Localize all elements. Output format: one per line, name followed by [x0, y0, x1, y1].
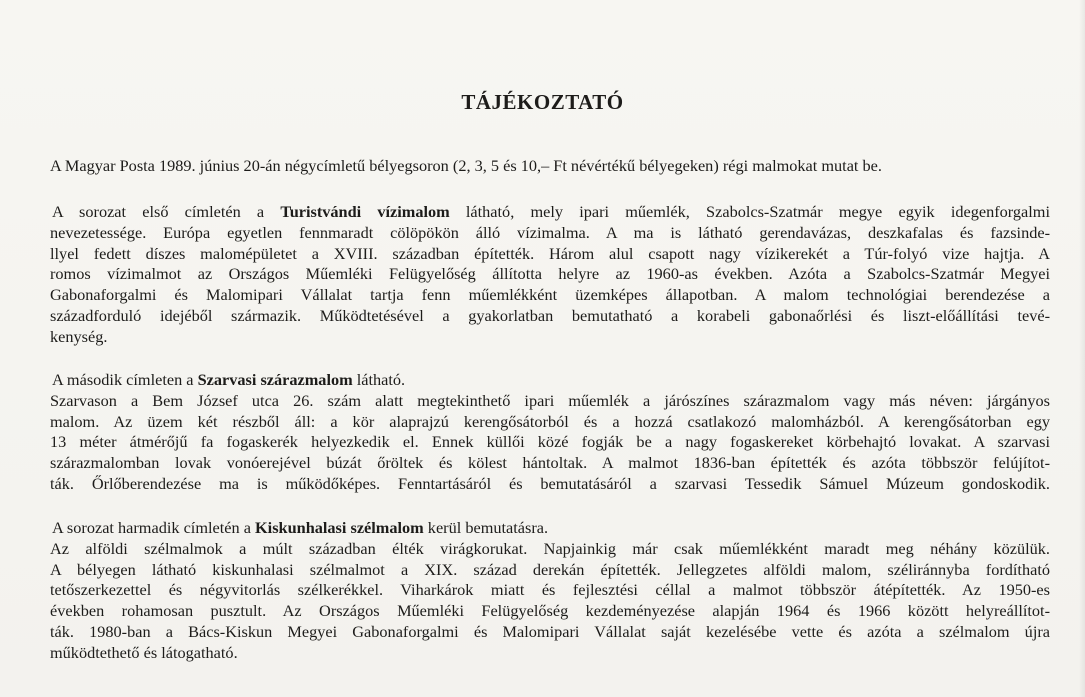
paragraph-line: ták. 1980-ban a Bács-Kiskun Megyei Gabonaforgalmi és Malomipari Vállalat saját kezelésébe vette és azóta a szélmalom újra	[50, 621, 1050, 641]
paragraph-line: Szarvason a Bem József utca 26. szám alatt megtekinthető ipari műemlék a járószínes szárazmalom vagy más néven: járgányos	[50, 390, 1050, 410]
intro-line: A Magyar Posta 1989. június 20-án négycímletű bélyegsoron (2, 3, 5 és 10,– Ft névértékű bélyegeken) régi malmokat mutat be.	[50, 156, 882, 175]
intro-paragraph	[50, 156, 1050, 177]
paragraph-line: A bélyegen látható kiskunhalasi szélmalmot a XIX. század derekán építették. Jellegzetes alföldi malom, széliránnyba fordítható	[50, 559, 1050, 579]
paragraph-text: A sorozat első címletén a	[52, 202, 281, 221]
paragraph-line: ták. Őrlőberendezése ma is működőképes. Fenntartásáról és bemutatásáról a szarvasi Tessedik Sámuel Múzeum gondoskodik.	[50, 473, 1050, 493]
paragraph-line: években rohamosan pusztult. Az Országos Műemléki Felügyelőség kezdeményezése alapján 1964 és 1966 között helyreállítot-	[50, 601, 1050, 621]
paragraph-text: A második címleten a	[52, 370, 198, 389]
paragraph-line: malom. Az üzem két részből áll: a kör alaprajzú kerengősátorból és a hozzá csatlakozó malomházból. A kerengősátorban egy	[50, 411, 1050, 431]
paragraph-szarvasi	[50, 370, 1050, 495]
paragraph-line: llyel fedett díszes malomépületet a XVIII. században építették. Három alul csapott nagy vízikerekét a Túr-folyó vize hajtja. A	[50, 243, 1050, 263]
paragraph-line: tetőszerkezettel és négyvitorlás szélkerékkel. Viharkárok miatt és fejlesztési céllal a malmot többször átépítették. Az 1950-es	[50, 580, 1050, 600]
mill-name-turistvandi: Turistvándi vízimalom	[280, 202, 450, 221]
paragraph-line: Gabonaforgalmi és Malomipari Vállalat tartja fenn műemlékként üzemképes állapotban. A malom technológiai berendezése a	[50, 285, 1050, 305]
paragraph-text: látható, mely ipari műemlék, Szabolcs-Szatmár megye egyik idegenforgalmi	[449, 202, 1050, 221]
paragraph-line: kenység.	[50, 326, 108, 346]
mill-name-szarvasi: Szarvasi szárazmalom	[197, 370, 353, 389]
paragraph-line	[50, 202, 1050, 223]
mill-name-kiskunhalasi: Kiskunhalasi szélmalom	[255, 518, 424, 537]
paragraph-line: századforduló idejéből származik. Működtetésével a gyakorlatban bemutatható a korabeli gabonaőrlési és liszt-előállítási tevé-	[50, 305, 1050, 325]
paragraph-line: romos vízimalmot az Országos Műemléki Felügyelőség állította helyre az 1960-as években. Azóta a Szabolcs-Szatmár Megyei	[50, 264, 1050, 284]
paragraph-text: látható.	[352, 370, 406, 389]
page-title: TÁJÉKOZTATÓ	[461, 90, 624, 114]
paragraph-line: Az alföldi szélmalmok a múlt században élték virágkorukat. Napjainkig már csak műemlékként maradt meg néhány közülük.	[50, 538, 1050, 558]
paragraph-line: 13 méter átmérőjű fa fogaskerék helyezkedik el. Ennek küllői közé fogják be a nagy fogaskereket körbehajtó lovakat. A szarvasi	[50, 432, 1050, 452]
paragraph-line	[50, 518, 1050, 539]
paragraph-kiskunhalasi	[50, 518, 1050, 664]
paragraph-text: A sorozat harmadik címletén a	[52, 518, 255, 537]
paragraph-turistvandi	[50, 202, 1050, 348]
paragraph-line	[50, 370, 1050, 391]
paragraph-line: szárazmalomban lovak vonóerejével búzát őröltek és kölest hántoltak. A malmot 1836-ban építették és azóta többször felújítot-	[50, 453, 1050, 473]
paragraph-text: kerül bemutatásra.	[423, 518, 549, 537]
paragraph-line: nevezetessége. Európa egyetlen fennmaradt cölöpökön álló vízimalma. A ma is látható gerendavázas, deszkafalas és fazsinde-	[50, 222, 1050, 242]
page-edge-shadow	[1079, 0, 1085, 697]
paragraph-line: működtethető és látogatható.	[50, 642, 238, 662]
